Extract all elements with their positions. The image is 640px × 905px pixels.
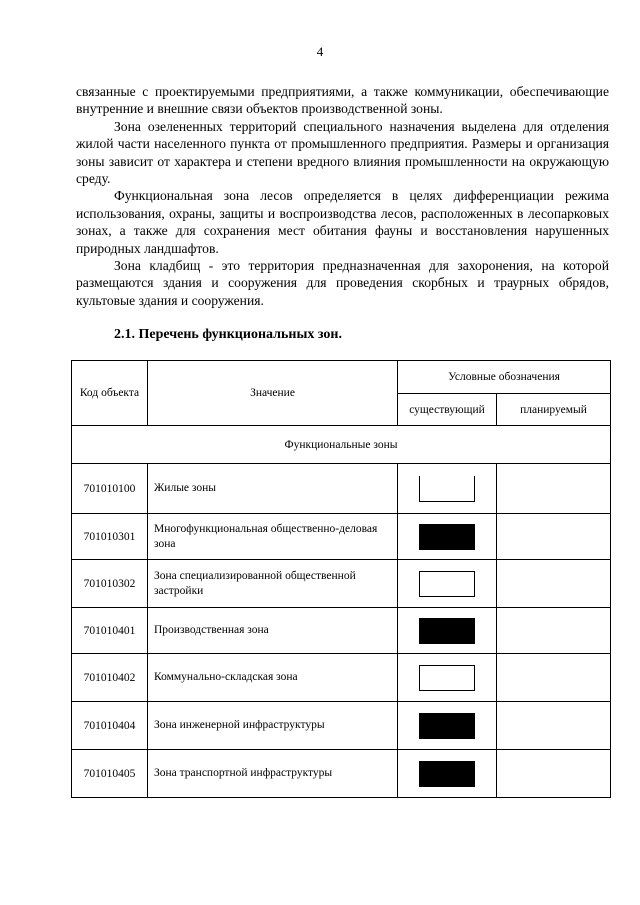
table-row xyxy=(72,464,611,514)
body-text xyxy=(76,83,609,309)
existing-symbol-cell xyxy=(398,654,497,702)
zone-meaning: Жилые зоны xyxy=(148,464,398,514)
zone-swatch xyxy=(419,476,475,502)
existing-symbol-cell xyxy=(398,750,497,798)
zone-meaning: Коммунально-складская зона xyxy=(148,654,398,702)
paragraph: Зона кладбищ - это территория предназначенная для захоронения, на которой размещаются здания и сооружения для проведения скорбных и траурных обрядов, культовые здания и сооружения. xyxy=(76,258,609,308)
zone-meaning: Производственная зона xyxy=(148,608,398,654)
group-label: Функциональные зоны xyxy=(72,426,611,464)
header-meaning: Значение xyxy=(148,361,398,426)
header-code: Код объекта xyxy=(72,361,148,426)
zone-code: 701010302 xyxy=(72,560,148,608)
paragraph: Функциональная зона лесов определяется в целях дифференциации режима использования, охраны, защиты и воспроизводства лесов, расположенных в лесопарковых зонах, а также для сохранения мест обитания фауны и восстановления нарушенных природных ландшафтов. xyxy=(76,188,609,256)
page-number: 4 xyxy=(316,44,324,59)
table-row xyxy=(72,702,611,750)
header-symbols: Условные обозначения xyxy=(398,361,611,394)
zone-meaning: Многофункциональная общественно-деловая зона xyxy=(148,514,398,560)
zones-table xyxy=(71,360,611,798)
paragraph: Зона озелененных территорий специального назначения выделена для отделения жилой части населенного пункта от промышленного предприятия. Размеры и организация зоны зависит от характера и степени вредного влияния промышленности на окружающую среду. xyxy=(76,118,609,187)
zone-code: 701010402 xyxy=(72,654,148,702)
table-row xyxy=(72,560,611,608)
zone-swatch xyxy=(419,571,475,597)
existing-symbol-cell xyxy=(398,608,497,654)
planned-symbol-cell xyxy=(497,702,611,750)
zone-code: 701010301 xyxy=(72,514,148,560)
table-row xyxy=(72,608,611,654)
zone-swatch xyxy=(419,761,475,787)
table-row xyxy=(72,514,611,560)
zone-code: 701010401 xyxy=(72,608,148,654)
zone-code: 701010100 xyxy=(72,464,148,514)
zone-swatch xyxy=(419,524,475,550)
header-planned: планируемый xyxy=(497,394,611,426)
table-row xyxy=(72,654,611,702)
paragraph: связанные с проектируемыми предприятиями, а также коммуникации, обеспечивающие внутренние и внешние связи объектов производственной зоны. xyxy=(76,84,609,117)
zone-meaning: Зона транспортной инфраструктуры xyxy=(148,750,398,798)
planned-symbol-cell xyxy=(497,560,611,608)
table-row xyxy=(72,750,611,798)
zone-swatch xyxy=(419,665,475,691)
header-existing: существующий xyxy=(398,394,497,426)
section-title: 2.1. Перечень функциональных зон. xyxy=(114,327,342,342)
existing-symbol-cell xyxy=(398,560,497,608)
existing-symbol-cell xyxy=(398,702,497,750)
zone-swatch xyxy=(419,713,475,739)
existing-symbol-cell xyxy=(398,464,497,514)
planned-symbol-cell xyxy=(497,750,611,798)
planned-symbol-cell xyxy=(497,608,611,654)
zone-meaning: Зона инженерной инфраструктуры xyxy=(148,702,398,750)
zone-swatch xyxy=(419,618,475,644)
planned-symbol-cell xyxy=(497,464,611,514)
zone-code: 701010404 xyxy=(72,702,148,750)
zone-meaning: Зона специализированной общественной застройки xyxy=(148,560,398,608)
planned-symbol-cell xyxy=(497,654,611,702)
zone-code: 701010405 xyxy=(72,750,148,798)
planned-symbol-cell xyxy=(497,514,611,560)
existing-symbol-cell xyxy=(398,514,497,560)
